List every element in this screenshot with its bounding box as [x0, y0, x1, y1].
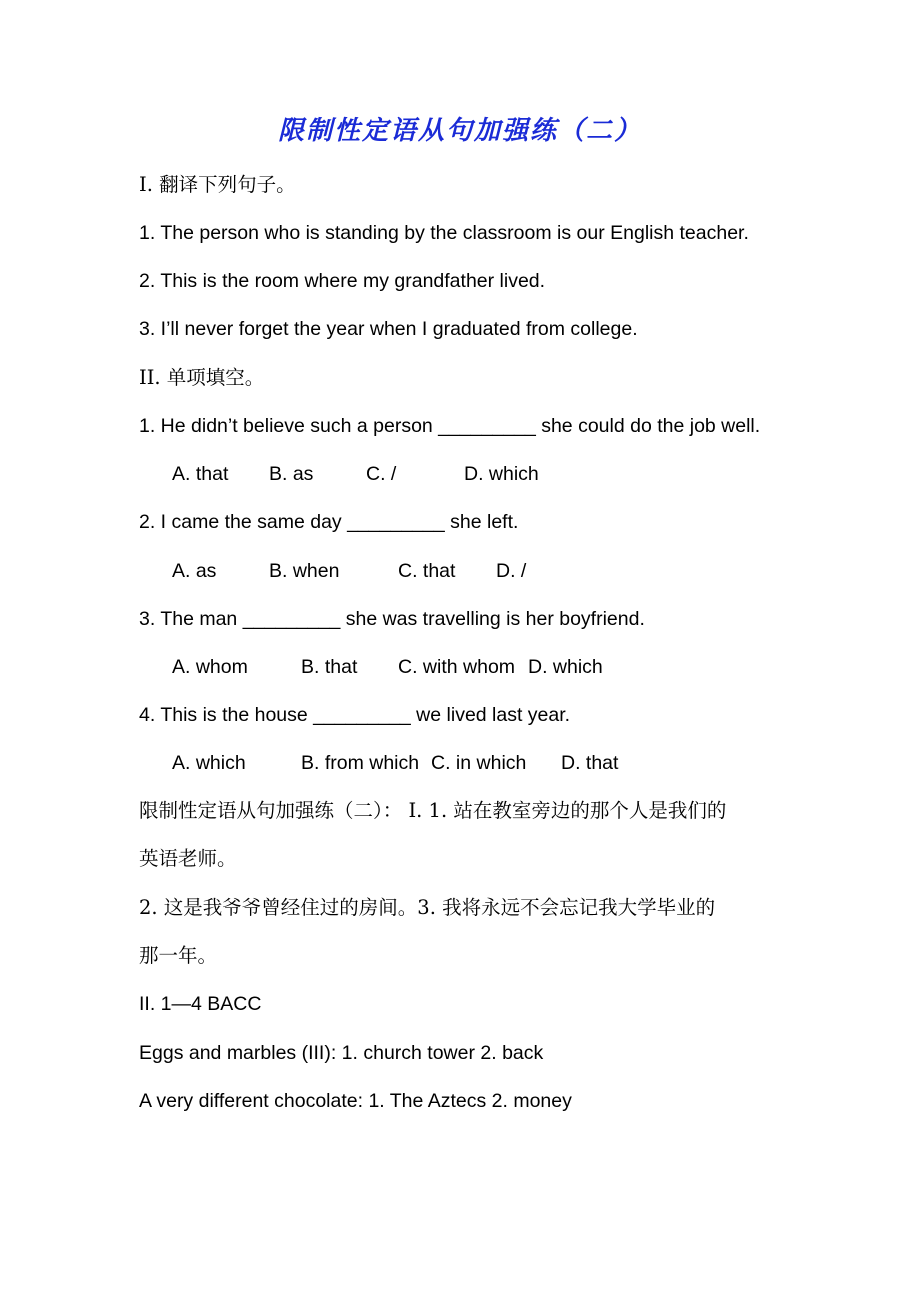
translation-item-3: 3. I’ll never forget the year when I graduated from college. — [139, 318, 638, 340]
question-2-option-c: C. that — [398, 560, 456, 582]
answers-line-1: 限制性定语从句加强练（二）： I. 1. 站在教室旁边的那个人是我们的 — [139, 799, 727, 822]
section2-heading: II. 单项填空。 — [139, 366, 265, 389]
question-1-stem: 1. He didn’t believe such a person _________ she could do the job well. — [139, 415, 761, 437]
question-2-option-b: B. when — [269, 560, 340, 582]
section1-heading: I. 翻译下列句子。 — [139, 173, 296, 196]
question-1-option-d: D. which — [464, 463, 539, 485]
question-3-option-a: A. whom — [172, 656, 248, 678]
question-3-option-c: C. with whom — [398, 656, 516, 678]
question-4-stem: 4. This is the house _________ we lived last year. — [139, 704, 571, 726]
question-2-stem: 2. I came the same day _________ she left. — [139, 511, 519, 533]
question-4-option-d: D. that — [561, 752, 619, 774]
question-1-option-b: B. as — [269, 463, 314, 485]
question-4-option-c: C. in which — [431, 752, 527, 774]
question-3-stem: 3. The man _________ she was travelling is her boyfriend. — [139, 608, 645, 630]
answers-line-7: A very different chocolate: 1. The Aztecs 2. money — [139, 1090, 572, 1112]
question-3-option-d: D. which — [528, 656, 603, 678]
question-2-option-a: A. as — [172, 560, 217, 582]
question-4-option-b: B. from which — [301, 752, 420, 774]
translation-item-2: 2. This is the room where my grandfather lived. — [139, 270, 546, 292]
translation-item-1: 1. The person who is standing by the classroom is our English teacher. — [139, 222, 749, 244]
answers-line-5: II. 1—4 BACC — [139, 993, 262, 1015]
answers-line-4: 那一年。 — [139, 944, 218, 967]
question-1-option-a: A. that — [172, 463, 229, 485]
page-title: 限制性定语从句加强练（二） — [277, 116, 642, 146]
answers-line-3: 2. 这是我爷爷曾经住过的房间。3. 我将永远不会忘记我大学毕业的 — [139, 896, 716, 919]
answers-line-2: 英语老师。 — [139, 847, 237, 870]
answers-line-6: Eggs and marbles (III): 1. church tower 2. back — [139, 1042, 544, 1064]
question-1-option-c: C. / — [366, 463, 397, 485]
question-2-option-d: D. / — [496, 560, 527, 582]
question-3-option-b: B. that — [301, 656, 358, 678]
question-4-option-a: A. which — [172, 752, 246, 774]
